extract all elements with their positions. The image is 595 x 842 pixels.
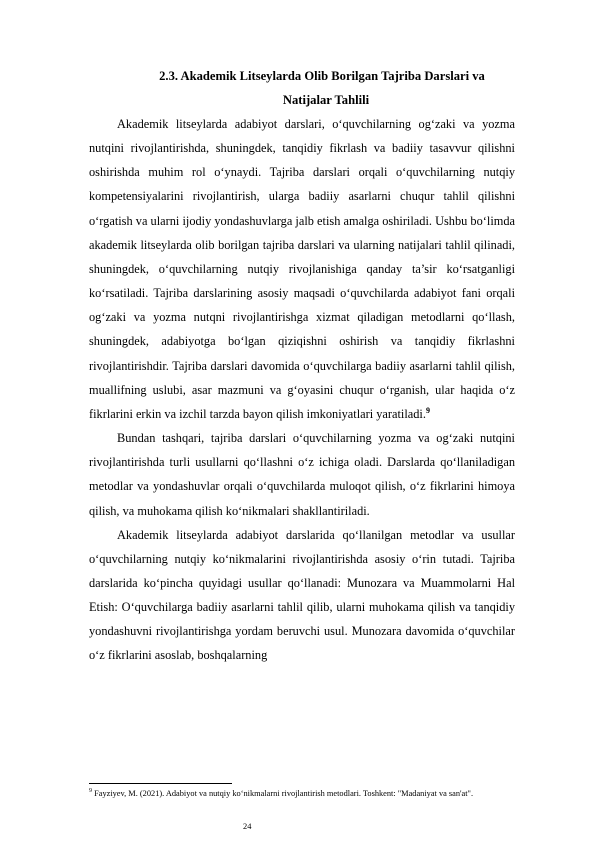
paragraph-1-text: Akademik litseylarda adabiyot darslari, o‘quvchilarning og‘zaki va yozma nutqini rivojlantirishda, shuningdek, tanqidiy fikrlash va badiiy tasavvur qilishni oshirishda muhim rol o‘ynaydi. Tajriba darslari orqali o‘quvchilarning nutqiy kompetensiyalarini rivojlantirish, ularga badiiy asarlarni chuqur tahlil qilishni o‘rgatish va ularni ijodiy yondashuvlarga jalb etish amalga oshiriladi. Ushbu bo‘limda akademik litseylarda olib borilgan tajriba darslari va ularning natijalari tahlil qilinadi, shuningdek, o‘quvchilarning nutqiy rivojlanishiga qanday ta’sir ko‘rsatganligi ko‘rsatiladi. Tajriba darslarining asosiy maqsadi o‘quvchilarda adabiyot fani orqali og‘zaki va yozma nutqni rivojlantirishga xizmat qiladigan metodlarni qo‘llash, shuningdek, adabiyotga bo‘lgan qiziqishni oshirish va tanqidiy fikrlashni rivojlantirishdir. Tajriba darslari davomida o‘quvchilarga badiiy asarlarni tahlil qilish, muallifning uslubi, asar mazmuni va g‘oyasini chuqur o‘rganish, ular haqida o‘z fikrlarini erkin va izchil tarzda bayon qilish imkoniyatlari yaratiladi. (89, 117, 515, 421)
footnote (89, 788, 515, 800)
section-heading (89, 64, 515, 112)
paragraph-1 (89, 112, 515, 426)
section-heading-line2: Natijalar Tahlili (282, 93, 370, 107)
page-number: 24 (243, 822, 252, 831)
footnote-number: 9 (89, 788, 92, 795)
section-heading-line1: 2.3. Akademik Litseylarda Olib Borilgan Tajriba Darslari va (159, 69, 485, 83)
page-body (89, 64, 515, 668)
paragraph-3: Akademik litseylarda adabiyot darslarida qo‘llanilgan metodlar va usullar o‘quvchilarning nutqiy ko‘nikmalarini rivojlantirishda asosiy o‘rin tutadi. Tajriba darslarida ko‘pincha quyidagi usullar qo‘llanadi: Munozara va Muammolarni Hal Etish: O‘quvchilarga badiiy asarlarni tahlil qilib, ularni muhokama qilish va tanqidiy yondashuvni rivojlantirishga yordam beruvchi usul. Munozara davomida o‘quvchilar o‘z fikrlarini asoslab, boshqalarning (89, 527, 515, 663)
paragraph-2: Bundan tashqari, tajriba darslari o‘quvchilarning yozma va og‘zaki nutqini rivojlantirishda turli usullarni qo‘llashni o‘z ichiga oladi. Darslarda qo‘llaniladigan metodlar va yondashuvlar orqali o‘quvchilarda muloqot qilish, o‘z fikrlarini himoya qilish, va muhokama qilish ko‘nikmalari shakllantiriladi. (89, 431, 515, 518)
footnote-reference: 9 (425, 405, 430, 415)
footnote-text: Fayziyev, M. (2021). Adabiyot va nutqiy ko‘nikmalarni rivojlantirish metodlari. Toshkent: "Madaniyat va san'at". (94, 789, 474, 798)
footnote-separator (89, 783, 232, 784)
